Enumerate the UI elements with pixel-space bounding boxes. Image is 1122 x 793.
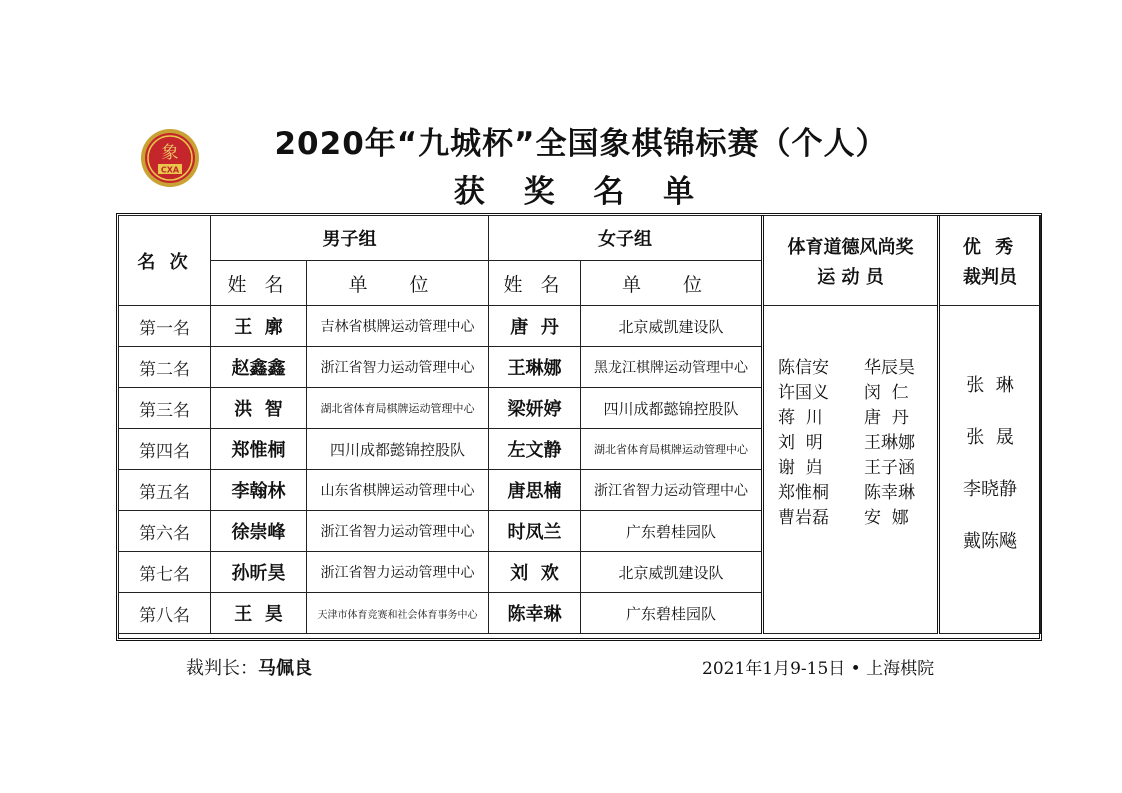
women-name-cell: 时凤兰 [489, 511, 581, 552]
men-unit-cell: 四川成都懿锦控股队 [307, 429, 489, 470]
list-item: 戴陈飚 [963, 531, 1017, 552]
page-subtitle: 获 奖 名 单 [453, 174, 709, 210]
men-unit-cell: 山东省棋牌运动管理中心 [307, 470, 489, 511]
sportsmanship-header-line2: 运 动 员 [817, 266, 884, 288]
men-unit-cell: 天津市体育竞赛和社会体育事务中心 [307, 593, 489, 634]
women-name-cell: 唐 丹 [489, 306, 581, 347]
rank-cell: 第二名 [119, 347, 211, 388]
list-item: 李晓静 [963, 479, 1017, 500]
chief-referee [186, 654, 312, 680]
men-name-cell: 郑惟桐 [211, 429, 307, 470]
men-unit-header: 单 位 [307, 261, 489, 306]
referee-cell [939, 306, 1041, 634]
rank-cell: 第一名 [119, 306, 211, 347]
rank-cell: 第五名 [119, 470, 211, 511]
sportsmanship-header-line1: 体育道德风尚奖 [787, 236, 914, 258]
rank-cell: 第四名 [119, 429, 211, 470]
men-name-cell: 李翰林 [211, 470, 307, 511]
men-name-cell: 徐崇峰 [211, 511, 307, 552]
women-unit-cell: 北京威凯建设队 [581, 306, 763, 347]
women-name-cell: 梁妍婷 [489, 388, 581, 429]
list-item: 蒋 川 唐 丹 [778, 408, 909, 428]
women-unit-cell: 浙江省智力运动管理中心 [581, 470, 763, 511]
sportsmanship-cell [763, 306, 939, 634]
list-item: 张 晟 [966, 427, 1014, 448]
women-unit-cell: 广东碧桂园队 [581, 593, 763, 634]
logo-glyph: 象 [161, 143, 179, 163]
women-unit-cell: 黑龙江棋牌运动管理中心 [581, 347, 763, 388]
men-unit-cell: 浙江省智力运动管理中心 [307, 552, 489, 593]
rank-cell: 第六名 [119, 511, 211, 552]
award-table [118, 215, 1041, 634]
women-unit-header: 单 位 [581, 261, 763, 306]
women-name-cell: 唐思楠 [489, 470, 581, 511]
date-place: 2021年1月9-15日 • 上海棋院 [702, 659, 935, 679]
rank-cell: 第八名 [119, 593, 211, 634]
men-group-header: 男子组 [211, 216, 489, 261]
chief-referee-label: 裁判长： [186, 658, 258, 679]
men-unit-cell: 浙江省智力运动管理中心 [307, 511, 489, 552]
women-unit-cell: 北京威凯建设队 [581, 552, 763, 593]
men-unit-cell: 浙江省智力运动管理中心 [307, 347, 489, 388]
chief-referee-name: 马佩良 [258, 658, 312, 679]
list-item: 张 琳 [966, 375, 1014, 396]
referee-header [939, 216, 1041, 306]
women-name-cell: 刘 欢 [489, 552, 581, 593]
women-group-header: 女子组 [489, 216, 763, 261]
men-name-cell: 洪 智 [211, 388, 307, 429]
rank-cell: 第七名 [119, 552, 211, 593]
men-name-cell: 王 廓 [211, 306, 307, 347]
list-item: 谢 岿 王子涵 [778, 458, 915, 478]
rank-header: 名 次 [119, 216, 211, 306]
sportsmanship-list [764, 306, 937, 531]
women-name-cell: 左文静 [489, 429, 581, 470]
rank-cell: 第三名 [119, 388, 211, 429]
referee-header-line1: 优 秀 [962, 236, 1018, 258]
men-unit-cell: 吉林省棋牌运动管理中心 [307, 306, 489, 347]
women-unit-cell: 湖北省体育局棋牌运动管理中心 [581, 429, 763, 470]
list-item: 刘 明 王琳娜 [778, 433, 915, 453]
women-name-cell: 陈幸琳 [489, 593, 581, 634]
men-name-cell: 孙昕昊 [211, 552, 307, 593]
list-item: 许国义 闵 仁 [778, 383, 909, 403]
referee-list [940, 306, 1040, 568]
logo-sub: CXA [160, 165, 180, 175]
page-title: 2020年“九城杯”全国象棋锦标赛（个人） [274, 126, 888, 162]
women-name-cell: 王琳娜 [489, 347, 581, 388]
list-item: 陈信安 华辰昊 [778, 358, 915, 378]
list-item: 曹岩磊 安 娜 [778, 508, 909, 528]
women-unit-cell: 广东碧桂园队 [581, 511, 763, 552]
men-name-cell: 赵鑫鑫 [211, 347, 307, 388]
sportsmanship-header [763, 216, 939, 306]
men-name-header: 姓 名 [211, 261, 307, 306]
women-unit-cell: 四川成都懿锦控股队 [581, 388, 763, 429]
referee-header-line2: 裁判员 [963, 266, 1017, 288]
men-unit-cell: 湖北省体育局棋牌运动管理中心 [307, 388, 489, 429]
list-item: 郑惟桐 陈幸琳 [778, 483, 915, 503]
men-name-cell: 王 昊 [211, 593, 307, 634]
table-row [119, 306, 1041, 347]
women-name-header: 姓 名 [489, 261, 581, 306]
